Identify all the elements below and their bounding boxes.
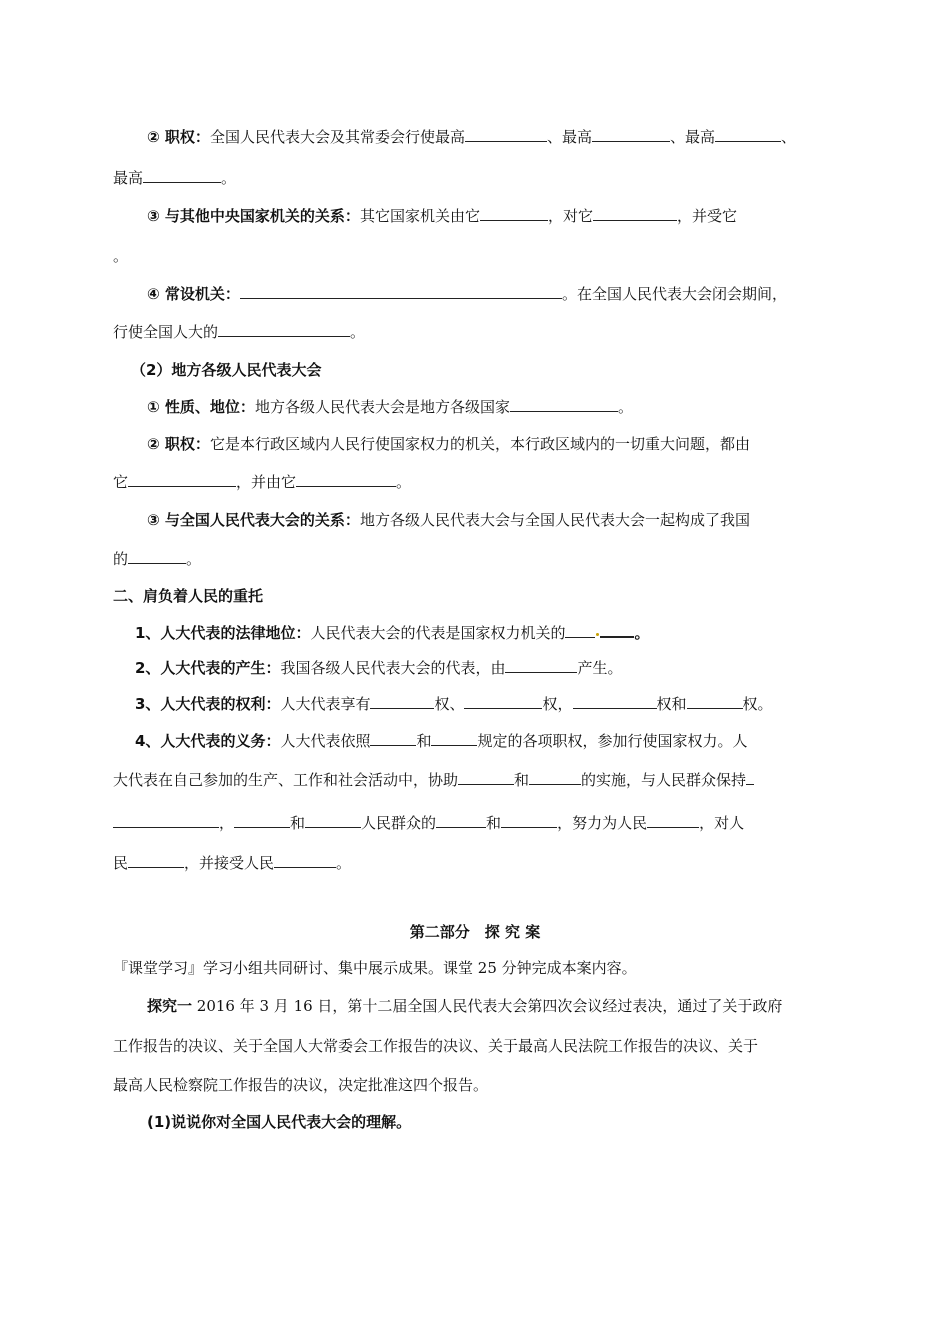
item-label: 3、人大代表的权利：: [135, 695, 281, 713]
fill-blank[interactable]: [480, 206, 548, 221]
fill-blank[interactable]: [592, 127, 670, 142]
standing-body-line: [147, 284, 787, 304]
fill-blank[interactable]: [274, 853, 336, 868]
local-relation-line-2: [113, 549, 201, 569]
text: 人民代表大会的代表是国家权力机关的: [310, 624, 566, 642]
text: 和: [290, 814, 306, 832]
text: 。: [350, 323, 366, 341]
deputy-duties-line-2: [113, 770, 754, 790]
text: 。: [336, 854, 352, 872]
fill-blank[interactable]: [296, 472, 396, 487]
text: 。: [634, 624, 650, 642]
text: ，并由它: [236, 473, 297, 491]
item-label: 4、人大代表的义务：: [135, 732, 281, 750]
text: 最高: [113, 169, 144, 187]
section-heading: 二、肩负着人民的重托: [113, 587, 264, 605]
fill-blank[interactable]: [458, 770, 514, 785]
fill-blank[interactable]: [647, 813, 699, 828]
npc-powers-line-2: [113, 168, 236, 188]
text: 权。: [742, 695, 773, 713]
item-label: ② 职权：: [147, 435, 210, 453]
text: ，对人: [699, 814, 745, 832]
item-label: 2、人大代表的产生：: [135, 659, 281, 677]
fill-blank[interactable]: [436, 813, 486, 828]
text: 和: [486, 814, 502, 832]
text: ，并接受人民: [184, 854, 275, 872]
text: 、: [780, 128, 796, 146]
fill-blank[interactable]: [501, 813, 557, 828]
text: 。在全国人民代表大会闭会期间，: [561, 285, 787, 303]
fill-blank[interactable]: [600, 622, 634, 638]
item-label: 1、人大代表的法律地位：: [135, 624, 311, 642]
text: 。: [396, 473, 412, 491]
fill-blank[interactable]: [370, 731, 416, 746]
local-congress-heading: （2）地方各级人民代表大会: [131, 361, 322, 379]
fill-blank[interactable]: [464, 694, 542, 709]
local-powers-line-2: [113, 472, 411, 492]
text: 、最高: [669, 128, 715, 146]
fill-blank[interactable]: [593, 206, 677, 221]
deputy-duties-line-3: [113, 813, 744, 833]
text: 它是本行政区域内人民行使国家权力的机关，本行政区域内的一切重大问题，都由: [209, 435, 750, 453]
fill-blank[interactable]: [505, 658, 577, 673]
fill-blank[interactable]: [465, 127, 547, 142]
text: 2016 年 3 月 16 日，第十二届全国人民代表大会第四次会议经过表决，通过了关于政府: [192, 997, 783, 1015]
fill-blank[interactable]: [573, 694, 657, 709]
fill-blank[interactable]: [715, 127, 781, 142]
text: 和: [514, 771, 530, 789]
standing-body-line-2: [113, 322, 365, 342]
text: 和: [416, 732, 432, 750]
text: ，并受它: [676, 207, 737, 225]
text: 其它国家机关由它: [359, 207, 480, 225]
item-label: ④ 常设机关：: [147, 285, 240, 303]
npc-relations-line: [147, 206, 737, 226]
text: 产生。: [577, 659, 623, 677]
dot-mark: [596, 633, 599, 636]
text: ，努力为人民: [557, 814, 648, 832]
local-relation-line: [147, 510, 750, 530]
item-label: ② 职权：: [147, 128, 210, 146]
fill-blank[interactable]: [128, 853, 184, 868]
fill-blank[interactable]: [370, 694, 434, 709]
fill-blank[interactable]: [305, 813, 361, 828]
fill-blank[interactable]: [218, 322, 350, 337]
deputy-legal-status-line: [135, 622, 649, 643]
text: 人民群众的: [361, 814, 437, 832]
text: 权、: [434, 695, 465, 713]
item-label: ① 性质、地位：: [147, 398, 255, 416]
part-title: 第二部分 探 究 案: [409, 923, 541, 941]
text: 行使全国人大的: [113, 323, 219, 341]
item-label: 探究一: [147, 997, 193, 1015]
fill-blank[interactable]: [746, 770, 754, 785]
text: 。: [113, 247, 129, 265]
deputy-duties-line: [135, 731, 748, 751]
fill-blank[interactable]: [113, 813, 219, 828]
text: 民: [113, 854, 129, 872]
fill-blank[interactable]: [510, 397, 618, 412]
class-learning-intro: 『课堂学习』学习小组共同研讨、集中展示成果。课堂 25 分钟完成本案内容。: [113, 959, 637, 977]
item-label: ③ 与全国人民代表大会的关系：: [147, 511, 360, 529]
local-nature-line: [147, 397, 633, 417]
fill-blank[interactable]: [687, 694, 743, 709]
fill-blank[interactable]: [240, 284, 562, 299]
fill-blank[interactable]: [128, 549, 186, 564]
text: 的: [113, 550, 129, 568]
exploration-paragraph-line-2: 工作报告的决议、关于全国人大常委会工作报告的决议、关于最高人民法院工作报告的决议、关于: [113, 1037, 759, 1055]
text: 地方各级人民代表大会与全国人民代表大会一起构成了我国: [359, 511, 750, 529]
text: 人大代表依照: [280, 732, 371, 750]
text: 全国人民代表大会及其常委会行使最高: [209, 128, 465, 146]
npc-powers-line: [147, 127, 796, 147]
text: 权，: [542, 695, 573, 713]
question-1: (1)说说你对全国人民代表大会的理解。: [147, 1113, 412, 1131]
deputy-election-line: [135, 658, 622, 678]
text: 。: [617, 398, 633, 416]
text: 的实施，与人民群众保持: [581, 771, 747, 789]
fill-blank[interactable]: [128, 472, 236, 487]
local-powers-line: [147, 434, 750, 454]
deputy-duties-line-4: [113, 853, 351, 873]
text: 权和: [656, 695, 687, 713]
text: 。: [186, 550, 202, 568]
item-label: ③ 与其他中央国家机关的关系：: [147, 207, 360, 225]
fill-blank[interactable]: [234, 813, 290, 828]
fill-blank[interactable]: [529, 770, 581, 785]
text: 我国各级人民代表大会的代表，由: [280, 659, 506, 677]
text: 、最高: [546, 128, 592, 146]
text: 它: [113, 473, 129, 491]
text: 人大代表享有: [280, 695, 371, 713]
exploration-paragraph-line-1: [147, 996, 782, 1016]
fill-blank[interactable]: [565, 623, 595, 638]
text: ，: [219, 814, 235, 832]
fill-blank[interactable]: [143, 168, 221, 183]
text: 大代表在自己参加的生产、工作和社会活动中，协助: [113, 771, 459, 789]
text: 规定的各项职权，参加行使国家权力。人: [477, 732, 748, 750]
exploration-paragraph-line-3: 最高人民检察院工作报告的决议，决定批准这四个报告。: [113, 1076, 489, 1094]
text: 地方各级人民代表大会是地方各级国家: [254, 398, 510, 416]
fill-blank[interactable]: [431, 731, 477, 746]
text: 。: [221, 169, 237, 187]
deputy-rights-line: [135, 694, 773, 714]
text: ，对它: [547, 207, 593, 225]
npc-relations-line-2: [113, 246, 128, 266]
